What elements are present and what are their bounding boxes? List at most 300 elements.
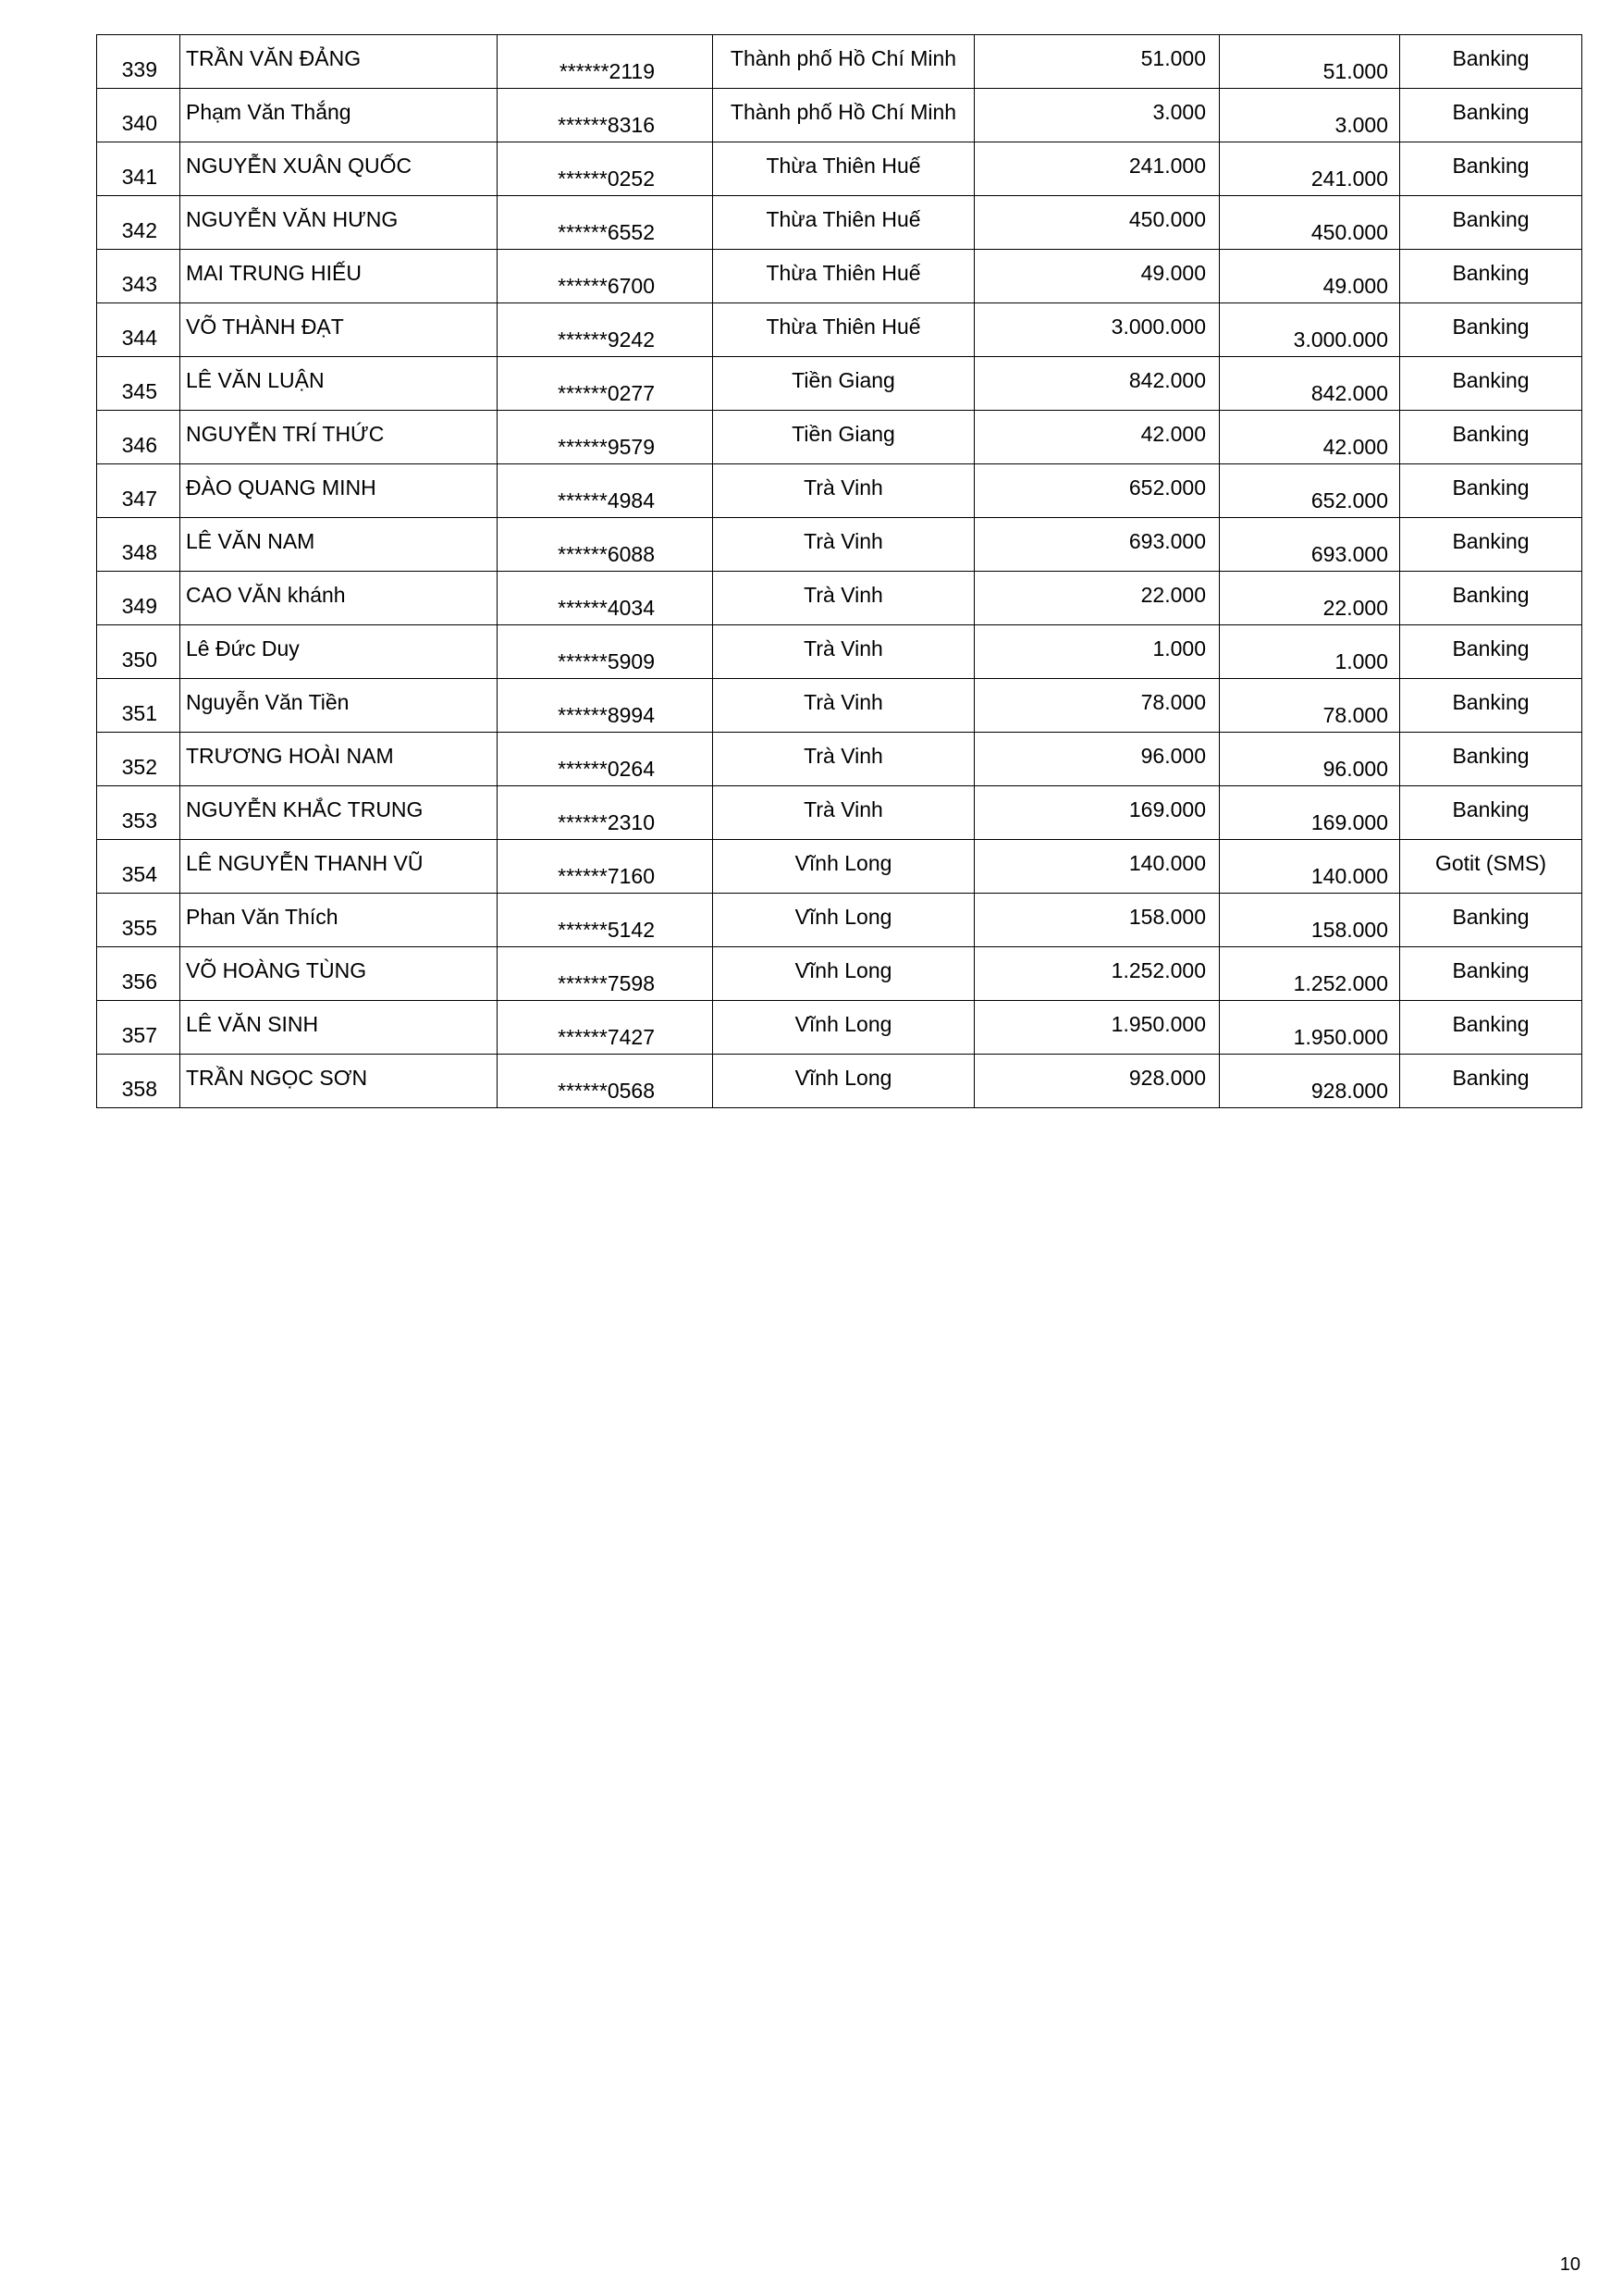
table-row: [97, 733, 1582, 786]
paid-amount: 42.000: [1322, 435, 1388, 459]
table-row: [97, 679, 1582, 733]
payment-method: Banking: [1452, 1066, 1530, 1090]
prize-amount: 842.000: [1128, 368, 1206, 392]
province-cell: [713, 1055, 975, 1108]
row-number-cell: [97, 572, 180, 625]
winner-name: LÊ NGUYỄN THANH VŨ: [186, 851, 424, 875]
payment-method: Banking: [1452, 368, 1530, 392]
method-cell: [1400, 250, 1582, 303]
paid-amount: 450.000: [1310, 220, 1388, 244]
winner-name: MAI TRUNG HIẾU: [186, 261, 362, 285]
prize-amount: 652.000: [1128, 475, 1206, 500]
winner-name: VÕ THÀNH ĐẠT: [186, 315, 344, 339]
name-cell: [180, 411, 498, 464]
winner-name: Lê Đức Duy: [186, 636, 300, 660]
phone-cell: [498, 786, 713, 840]
row-number: 342: [121, 218, 157, 242]
name-cell: [180, 840, 498, 894]
masked-phone: ******4984: [558, 488, 655, 512]
method-cell: [1400, 35, 1582, 89]
method-cell: [1400, 464, 1582, 518]
amount-cell: [975, 625, 1220, 679]
paid-amount: 1.000: [1334, 649, 1388, 673]
payment-method: Banking: [1452, 46, 1530, 70]
province-cell: [713, 142, 975, 196]
payment-method: Banking: [1452, 690, 1530, 714]
row-number: 347: [121, 487, 157, 511]
prize-amount: 49.000: [1140, 261, 1206, 285]
paid-amount: 3.000: [1334, 113, 1388, 137]
winner-name: NGUYỄN TRÍ THỨC: [186, 422, 385, 446]
table-row: [97, 250, 1582, 303]
payment-method: Banking: [1452, 1012, 1530, 1036]
amount-paid-cell: [1220, 357, 1400, 411]
province-cell: [713, 250, 975, 303]
row-number-cell: [97, 625, 180, 679]
row-number-cell: [97, 679, 180, 733]
province: Vĩnh Long: [794, 851, 892, 875]
amount-cell: [975, 464, 1220, 518]
amount-cell: [975, 840, 1220, 894]
amount-paid-cell: [1220, 89, 1400, 142]
amount-cell: [975, 250, 1220, 303]
name-cell: [180, 625, 498, 679]
row-number-cell: [97, 411, 180, 464]
phone-cell: [498, 35, 713, 89]
winner-name: LÊ VĂN NAM: [186, 529, 315, 553]
row-number: 351: [121, 701, 157, 725]
method-cell: [1400, 947, 1582, 1001]
row-number: 339: [121, 57, 157, 81]
method-cell: [1400, 679, 1582, 733]
province: Trà Vinh: [804, 583, 883, 607]
payment-method: Banking: [1452, 315, 1530, 339]
amount-cell: [975, 1001, 1220, 1055]
winner-name: LÊ VĂN SINH: [186, 1012, 319, 1036]
phone-cell: [498, 357, 713, 411]
name-cell: [180, 196, 498, 250]
method-cell: [1400, 518, 1582, 572]
phone-cell: [498, 625, 713, 679]
name-cell: [180, 947, 498, 1001]
row-number: 343: [121, 272, 157, 296]
masked-phone: ******2310: [558, 810, 655, 834]
name-cell: [180, 894, 498, 947]
payment-method: Gotit (SMS): [1434, 851, 1547, 875]
method-cell: [1400, 357, 1582, 411]
row-number: 348: [121, 540, 157, 564]
winner-name: ĐÀO QUANG MINH: [186, 475, 376, 500]
paid-amount: 140.000: [1310, 864, 1388, 888]
prize-amount: 169.000: [1128, 797, 1206, 821]
table-row: [97, 572, 1582, 625]
province: Trà Vinh: [804, 690, 883, 714]
method-cell: [1400, 1001, 1582, 1055]
winner-name: NGUYỄN XUÂN QUỐC: [186, 154, 412, 178]
table-row: [97, 947, 1582, 1001]
method-cell: [1400, 89, 1582, 142]
row-number: 357: [121, 1023, 157, 1047]
phone-cell: [498, 250, 713, 303]
payment-method: Banking: [1452, 529, 1530, 553]
amount-cell: [975, 142, 1220, 196]
masked-phone: ******7598: [558, 971, 655, 995]
paid-amount: 3.000.000: [1293, 327, 1388, 352]
paid-amount: 51.000: [1322, 59, 1388, 83]
province: Tiền Giang: [792, 422, 895, 446]
prize-amount: 78.000: [1140, 690, 1206, 714]
payment-method: Banking: [1452, 100, 1530, 124]
winner-name: NGUYỄN VĂN HƯNG: [186, 207, 399, 231]
table-row: [97, 464, 1582, 518]
province: Thừa Thiên Huế: [766, 154, 921, 178]
amount-cell: [975, 357, 1220, 411]
province: Tiền Giang: [792, 368, 895, 392]
method-cell: [1400, 733, 1582, 786]
amount-cell: [975, 572, 1220, 625]
province-cell: [713, 947, 975, 1001]
prize-amount: 450.000: [1128, 207, 1206, 231]
method-cell: [1400, 142, 1582, 196]
paid-amount: 241.000: [1310, 167, 1388, 191]
amount-paid-cell: [1220, 894, 1400, 947]
table-row: [97, 1001, 1582, 1055]
amount-paid-cell: [1220, 679, 1400, 733]
masked-phone: ******4034: [558, 596, 655, 620]
row-number-cell: [97, 786, 180, 840]
masked-phone: ******9242: [558, 327, 655, 352]
name-cell: [180, 733, 498, 786]
amount-cell: [975, 518, 1220, 572]
winner-name: TRẦN VĂN ĐẢNG: [186, 46, 362, 70]
province-cell: [713, 89, 975, 142]
name-cell: [180, 679, 498, 733]
phone-cell: [498, 572, 713, 625]
row-number: 349: [121, 594, 157, 618]
amount-paid-cell: [1220, 464, 1400, 518]
name-cell: [180, 1001, 498, 1055]
paid-amount: 158.000: [1310, 918, 1388, 942]
method-cell: [1400, 625, 1582, 679]
prize-amount: 693.000: [1128, 529, 1206, 553]
name-cell: [180, 572, 498, 625]
masked-phone: ******0264: [558, 757, 655, 781]
table-row: [97, 894, 1582, 947]
table-row: [97, 840, 1582, 894]
masked-phone: ******5909: [558, 649, 655, 673]
paid-amount: 652.000: [1310, 488, 1388, 512]
paid-amount: 78.000: [1322, 703, 1388, 727]
payment-method: Banking: [1452, 261, 1530, 285]
amount-paid-cell: [1220, 572, 1400, 625]
province: Vĩnh Long: [794, 1066, 892, 1090]
payment-method: Banking: [1452, 797, 1530, 821]
phone-cell: [498, 518, 713, 572]
row-number-cell: [97, 894, 180, 947]
province: Vĩnh Long: [794, 905, 892, 929]
amount-paid-cell: [1220, 1001, 1400, 1055]
row-number: 353: [121, 809, 157, 833]
amount-cell: [975, 196, 1220, 250]
province-cell: [713, 411, 975, 464]
province-cell: [713, 303, 975, 357]
name-cell: [180, 518, 498, 572]
row-number: 346: [121, 433, 157, 457]
prize-amount: 3.000.000: [1111, 315, 1206, 339]
row-number: 355: [121, 916, 157, 940]
name-cell: [180, 786, 498, 840]
winners-table: [96, 34, 1582, 1108]
table-row: [97, 786, 1582, 840]
amount-paid-cell: [1220, 518, 1400, 572]
province: Thừa Thiên Huế: [766, 315, 921, 339]
paid-amount: 169.000: [1310, 810, 1388, 834]
amount-cell: [975, 947, 1220, 1001]
province-cell: [713, 35, 975, 89]
province-cell: [713, 679, 975, 733]
phone-cell: [498, 894, 713, 947]
phone-cell: [498, 89, 713, 142]
prize-amount: 140.000: [1128, 851, 1206, 875]
row-number-cell: [97, 1055, 180, 1108]
row-number-cell: [97, 1001, 180, 1055]
province: Thừa Thiên Huế: [766, 207, 921, 231]
row-number-cell: [97, 35, 180, 89]
prize-amount: 96.000: [1140, 744, 1206, 768]
name-cell: [180, 142, 498, 196]
winners-table-body: [97, 35, 1582, 1108]
page-number: 10: [1559, 2254, 1580, 2275]
province-cell: [713, 196, 975, 250]
row-number: 345: [121, 379, 157, 403]
province-cell: [713, 786, 975, 840]
masked-phone: ******6552: [558, 220, 655, 244]
amount-paid-cell: [1220, 947, 1400, 1001]
table-row: [97, 625, 1582, 679]
name-cell: [180, 357, 498, 411]
prize-amount: 22.000: [1140, 583, 1206, 607]
table-row: [97, 35, 1582, 89]
phone-cell: [498, 840, 713, 894]
phone-cell: [498, 411, 713, 464]
winner-name: VÕ HOÀNG TÙNG: [186, 958, 367, 982]
province-cell: [713, 357, 975, 411]
prize-amount: 1.000: [1152, 636, 1206, 660]
phone-cell: [498, 464, 713, 518]
winner-name: CAO VĂN khánh: [186, 583, 346, 607]
paid-amount: 693.000: [1310, 542, 1388, 566]
row-number-cell: [97, 464, 180, 518]
amount-paid-cell: [1220, 303, 1400, 357]
payment-method: Banking: [1452, 905, 1530, 929]
method-cell: [1400, 303, 1582, 357]
province: Trà Vinh: [804, 797, 883, 821]
table-row: [97, 303, 1582, 357]
phone-cell: [498, 142, 713, 196]
amount-cell: [975, 411, 1220, 464]
row-number-cell: [97, 518, 180, 572]
method-cell: [1400, 894, 1582, 947]
province: Vĩnh Long: [794, 1012, 892, 1036]
prize-amount: 42.000: [1140, 422, 1206, 446]
winner-name: LÊ VĂN LUẬN: [186, 368, 325, 392]
paid-amount: 842.000: [1310, 381, 1388, 405]
payment-method: Banking: [1452, 744, 1530, 768]
payment-method: Banking: [1452, 422, 1530, 446]
phone-cell: [498, 947, 713, 1001]
amount-cell: [975, 679, 1220, 733]
amount-cell: [975, 894, 1220, 947]
amount-paid-cell: [1220, 35, 1400, 89]
masked-phone: ******0277: [558, 381, 655, 405]
amount-paid-cell: [1220, 142, 1400, 196]
province-cell: [713, 733, 975, 786]
province-cell: [713, 894, 975, 947]
method-cell: [1400, 196, 1582, 250]
masked-phone: ******7160: [558, 864, 655, 888]
row-number: 356: [121, 969, 157, 994]
phone-cell: [498, 196, 713, 250]
method-cell: [1400, 840, 1582, 894]
masked-phone: ******7427: [558, 1025, 655, 1049]
row-number-cell: [97, 947, 180, 1001]
paid-amount: 1.252.000: [1293, 971, 1388, 995]
row-number-cell: [97, 357, 180, 411]
row-number-cell: [97, 733, 180, 786]
masked-phone: ******6088: [558, 542, 655, 566]
name-cell: [180, 35, 498, 89]
masked-phone: ******0568: [558, 1079, 655, 1103]
province-cell: [713, 625, 975, 679]
row-number-cell: [97, 89, 180, 142]
phone-cell: [498, 679, 713, 733]
row-number: 341: [121, 165, 157, 189]
prize-amount: 3.000: [1152, 100, 1206, 124]
payment-method: Banking: [1452, 475, 1530, 500]
paid-amount: 22.000: [1322, 596, 1388, 620]
amount-cell: [975, 1055, 1220, 1108]
name-cell: [180, 250, 498, 303]
province-cell: [713, 464, 975, 518]
masked-phone: ******8994: [558, 703, 655, 727]
masked-phone: ******9579: [558, 435, 655, 459]
row-number: 344: [121, 326, 157, 350]
payment-method: Banking: [1452, 154, 1530, 178]
prize-amount: 158.000: [1128, 905, 1206, 929]
amount-cell: [975, 35, 1220, 89]
method-cell: [1400, 411, 1582, 464]
name-cell: [180, 464, 498, 518]
row-number: 354: [121, 862, 157, 886]
masked-phone: ******0252: [558, 167, 655, 191]
phone-cell: [498, 1001, 713, 1055]
winner-name: TRƯƠNG HOÀI NAM: [186, 744, 394, 768]
row-number: 358: [121, 1077, 157, 1101]
province-cell: [713, 840, 975, 894]
table-row: [97, 196, 1582, 250]
name-cell: [180, 1055, 498, 1108]
phone-cell: [498, 733, 713, 786]
method-cell: [1400, 786, 1582, 840]
paid-amount: 96.000: [1322, 757, 1388, 781]
province: Thừa Thiên Huế: [766, 261, 921, 285]
phone-cell: [498, 1055, 713, 1108]
amount-paid-cell: [1220, 1055, 1400, 1108]
row-number-cell: [97, 303, 180, 357]
masked-phone: ******5142: [558, 918, 655, 942]
phone-cell: [498, 303, 713, 357]
province-cell: [713, 572, 975, 625]
name-cell: [180, 89, 498, 142]
payment-method: Banking: [1452, 958, 1530, 982]
amount-cell: [975, 786, 1220, 840]
masked-phone: ******8316: [558, 113, 655, 137]
province: Trà Vinh: [804, 529, 883, 553]
table-row: [97, 1055, 1582, 1108]
amount-paid-cell: [1220, 196, 1400, 250]
table-row: [97, 518, 1582, 572]
row-number-cell: [97, 840, 180, 894]
province: Trà Vinh: [804, 475, 883, 500]
prize-amount: 51.000: [1140, 46, 1206, 70]
winner-name: Nguyễn Văn Tiền: [186, 690, 350, 714]
amount-cell: [975, 303, 1220, 357]
winner-name: Phạm Văn Thắng: [186, 100, 351, 124]
amount-cell: [975, 89, 1220, 142]
row-number: 352: [121, 755, 157, 779]
method-cell: [1400, 1055, 1582, 1108]
prize-amount: 1.252.000: [1111, 958, 1206, 982]
payment-method: Banking: [1452, 636, 1530, 660]
table-row: [97, 357, 1582, 411]
prize-amount: 928.000: [1128, 1066, 1206, 1090]
amount-paid-cell: [1220, 733, 1400, 786]
table-row: [97, 411, 1582, 464]
payment-method: Banking: [1452, 583, 1530, 607]
prize-amount: 1.950.000: [1111, 1012, 1206, 1036]
amount-paid-cell: [1220, 250, 1400, 303]
amount-cell: [975, 733, 1220, 786]
winner-name: TRẦN NGỌC SƠN: [186, 1066, 368, 1090]
masked-phone: ******2119: [559, 59, 655, 83]
winner-name: Phan Văn Thích: [186, 905, 338, 929]
row-number-cell: [97, 250, 180, 303]
row-number-cell: [97, 196, 180, 250]
name-cell: [180, 303, 498, 357]
amount-paid-cell: [1220, 625, 1400, 679]
province: Vĩnh Long: [794, 958, 892, 982]
row-number-cell: [97, 142, 180, 196]
province-cell: [713, 518, 975, 572]
amount-paid-cell: [1220, 786, 1400, 840]
province: Thành phố Hồ Chí Minh: [730, 46, 957, 70]
paid-amount: 928.000: [1310, 1079, 1388, 1103]
amount-paid-cell: [1220, 411, 1400, 464]
province: Trà Vinh: [804, 636, 883, 660]
province-cell: [713, 1001, 975, 1055]
winner-name: NGUYỄN KHẮC TRUNG: [186, 797, 424, 821]
row-number: 340: [121, 111, 157, 135]
prize-amount: 241.000: [1128, 154, 1206, 178]
amount-paid-cell: [1220, 840, 1400, 894]
province: Trà Vinh: [804, 744, 883, 768]
method-cell: [1400, 572, 1582, 625]
table-row: [97, 89, 1582, 142]
table-row: [97, 142, 1582, 196]
masked-phone: ******6700: [558, 274, 655, 298]
paid-amount: 1.950.000: [1293, 1025, 1388, 1049]
province: Thành phố Hồ Chí Minh: [730, 100, 957, 124]
